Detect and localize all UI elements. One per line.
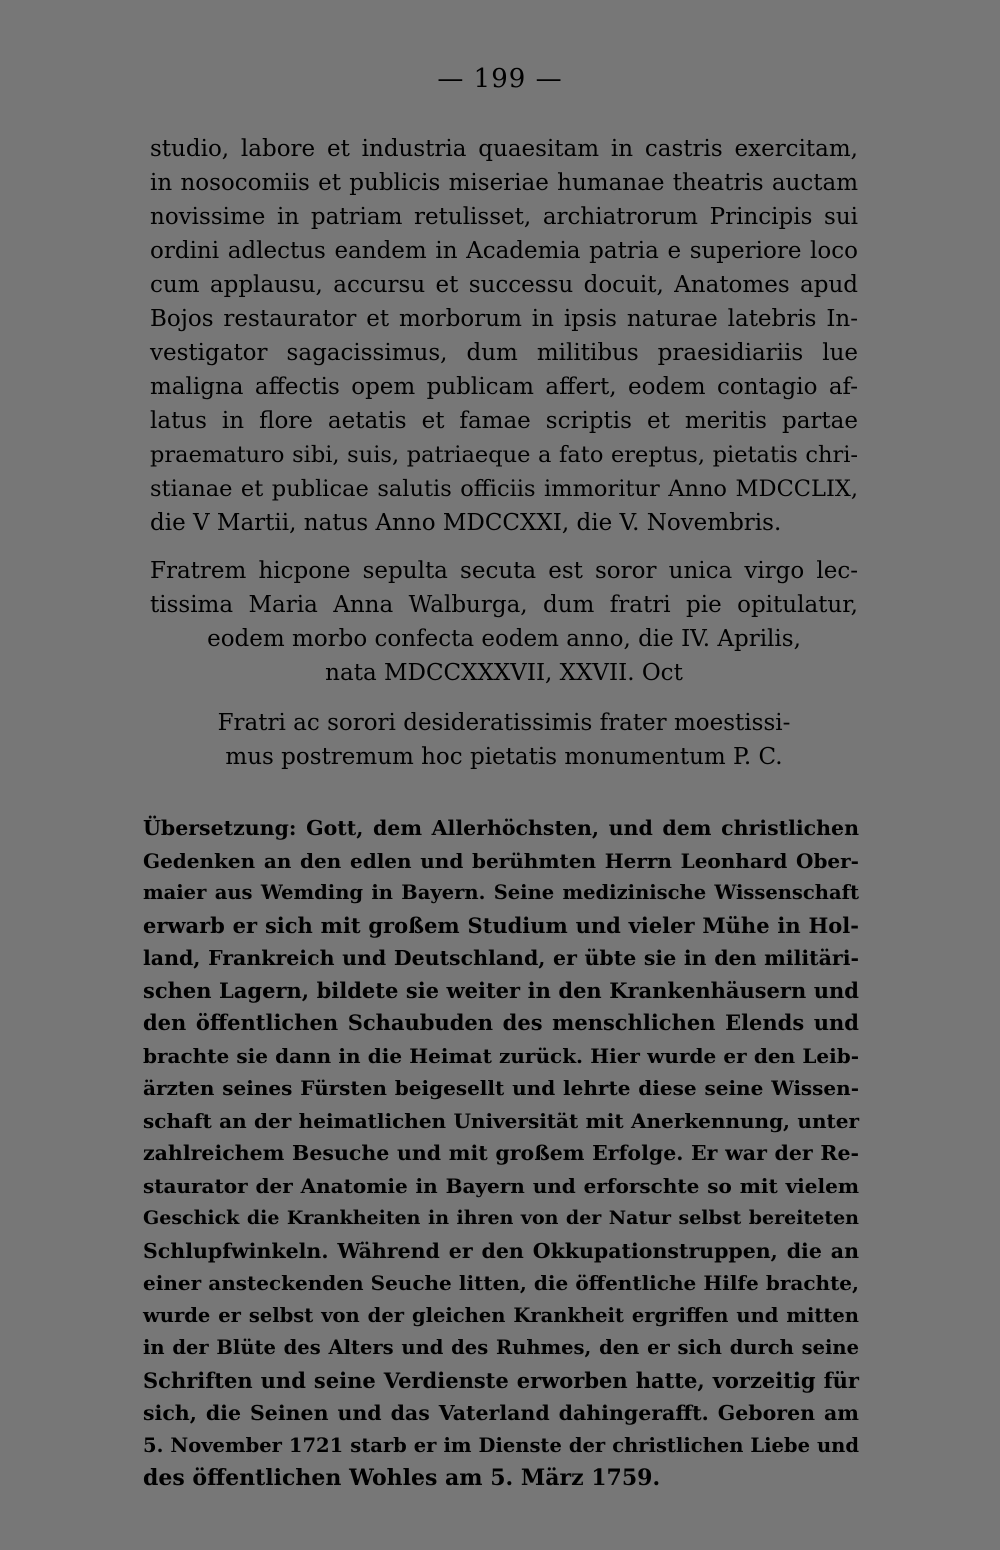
text-line: eodem morbo confecta eodem anno, die IV. Aprilis, — [207, 626, 801, 652]
text-line: cum applausu, accursu et successu docuit, Anatomes apud — [150, 272, 858, 298]
text-line: maligna affectis opem publicam affert, eodem contagio af- — [150, 374, 858, 400]
text-line: zahlreichem Besuche und mit großem Erfolge. Er war der Re- — [143, 1141, 859, 1165]
text-line: studio, labore et industria quaesitam in castris exercitam, — [150, 136, 858, 162]
text-line: die V Martii, natus Anno MDCCXXI, die V. Novembris. — [150, 510, 782, 536]
text-line: brachte sie dann in die Heimat zurück. Hier wurde er den Leib- — [143, 1043, 859, 1068]
text-line: erwarb er sich mit großem Studium und vieler Mühe in Hol- — [143, 912, 859, 938]
text-line: den öffentlichen Schaubuden des menschlichen Elends und — [143, 1010, 859, 1035]
latin-paragraph-3 — [150, 706, 858, 774]
german-translation — [143, 812, 859, 1495]
text-line: Gedenken an den edlen und berühmten Herrn Leonhard Ober- — [143, 848, 859, 873]
text-line: stianae et publicae salutis officiis immoritur Anno MDCCLIX, — [150, 476, 858, 502]
text-line: einer ansteckenden Seuche litten, die öffentliche Hilfe brachte, — [143, 1271, 859, 1295]
text-line: des öffentlichen Wohles am 5. März 1759. — [143, 1465, 661, 1491]
text-line: schaft an der heimatlichen Universität mit Anerkennung, unter — [143, 1108, 859, 1133]
text-line: Geschick die Krankheiten in ihren von der Natur selbst bereiteten — [143, 1207, 859, 1229]
latin-paragraph-1 — [150, 132, 858, 540]
text-line: ärzten seines Fürsten beigesellt und lehrte diese seine Wissen- — [143, 1076, 859, 1100]
text-line: wurde er selbst von der gleichen Krankheit ergriffen und mitten — [143, 1303, 859, 1327]
text-line: maier aus Wemding in Bayern. Seine medizinische Wissenschaft — [143, 881, 859, 904]
text-line: nata MDCCXXXVII, XXVII. Oct — [325, 660, 683, 686]
latin-inscription — [150, 132, 858, 774]
text-line: sich, die Seinen und das Vaterland dahingerafft. Geboren am — [143, 1401, 859, 1425]
text-line: Bojos restaurator et morborum in ipsis naturae latebris In- — [150, 306, 858, 332]
text-line: Schriften und seine Verdienste erworben hatte, vorzeitig für — [143, 1367, 859, 1393]
text-line: in nosocomiis et publicis miseriae humanae theatris auctam — [150, 170, 858, 196]
text-line: praematuro sibi, suis, patriaeque a fato ereptus, pietatis chri- — [150, 442, 858, 468]
text-line: Schlupfwinkeln. Während er den Okkupationstruppen, die an — [143, 1238, 859, 1263]
text-line: vestigator sagacissimus, dum militibus praesidiariis lue — [150, 340, 858, 366]
text-line: Übersetzung: Gott, dem Allerhöchsten, und dem christlichen — [143, 816, 859, 840]
text-line: 5. November 1721 starb er im Dienste der christlichen Liebe und — [143, 1433, 859, 1457]
text-line: staurator der Anatomie in Bayern und erforschte so mit vielem — [143, 1173, 859, 1198]
text-line: tissima Maria Anna Walburga, dum fratri pie opitulatur, — [150, 592, 858, 618]
text-line: in der Blüte des Alters und des Ruhmes, den er sich durch seine — [143, 1336, 859, 1359]
page-number: — 199 — — [437, 64, 563, 94]
text-line: schen Lagern, bildete sie weiter in den Krankenhäusern und — [143, 977, 859, 1003]
text-line: ordini adlectus eandem in Academia patria e superiore loco — [150, 238, 858, 264]
text-line: land, Frankreich und Deutschland, er übte sie in den militäri- — [143, 946, 859, 970]
text-line: Fratri ac sorori desideratissimis frater moestissi- — [217, 710, 791, 736]
latin-paragraph-2 — [150, 554, 858, 690]
text-line: Fratrem hicpone sepulta secuta est soror unica virgo lec- — [150, 558, 858, 584]
text-line: mus postremum hoc pietatis monumentum P. C. — [225, 744, 783, 770]
text-line: latus in flore aetatis et famae scriptis et meritis partae — [150, 408, 858, 434]
text-line: novissime in patriam retulisset, archiatrorum Principis sui — [150, 204, 858, 230]
